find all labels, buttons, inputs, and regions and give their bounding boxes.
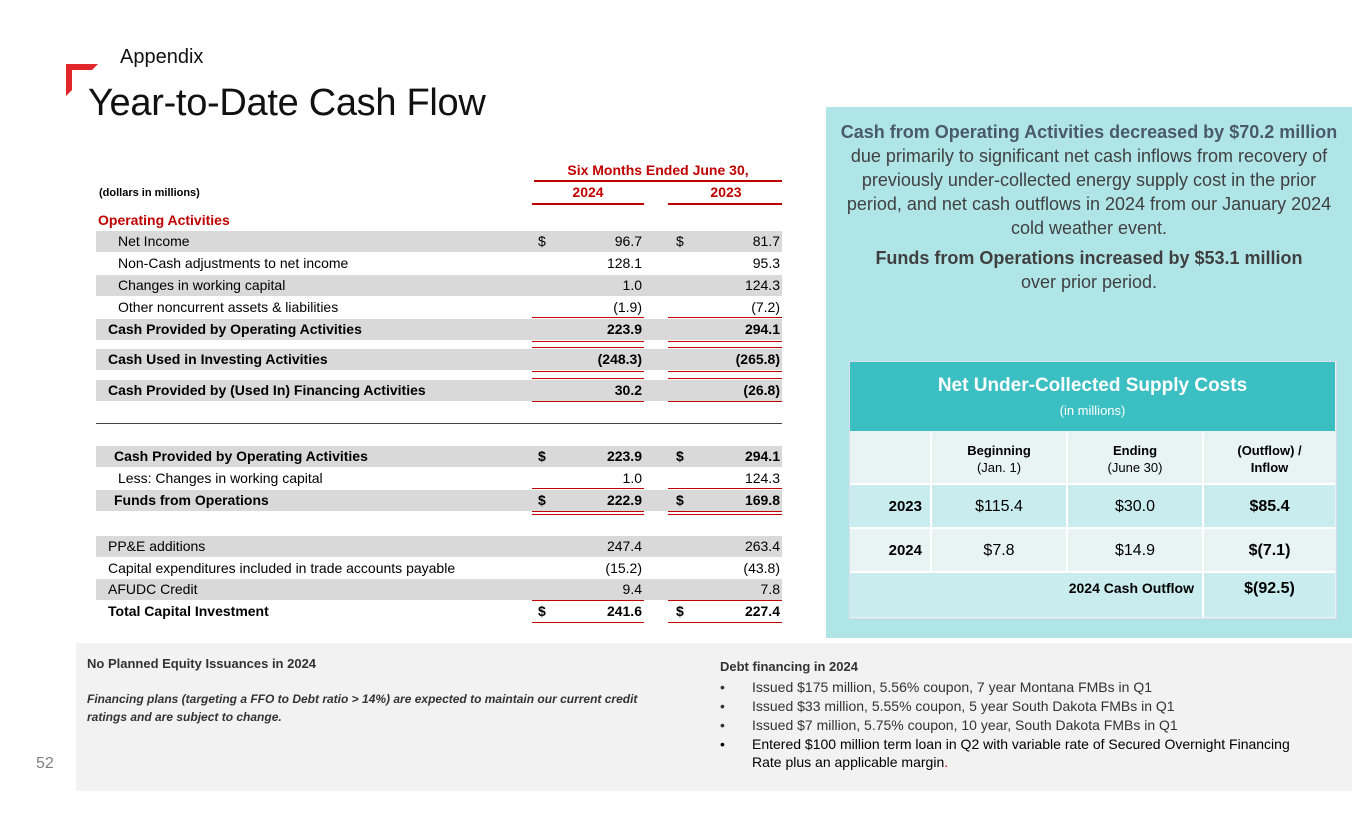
row-label: Total Capital Investment: [108, 603, 269, 619]
dollar-sign: $: [538, 603, 546, 619]
bullet-marker: •: [720, 717, 725, 733]
rule-line: [668, 341, 782, 342]
dollar-sign: $: [538, 492, 546, 508]
cell-ending-2023: [1068, 485, 1204, 529]
value-2024: 247.4: [606, 538, 642, 554]
value-2023: (265.8): [735, 351, 780, 367]
debt-heading: Debt financing in 2024: [720, 659, 858, 674]
rule-line: [668, 347, 782, 348]
bullet-text: Issued $33 million, 5.55% coupon, 5 year South Dakota FMBs in Q1: [752, 698, 1175, 714]
year-underline: [532, 203, 644, 205]
supply-cost-header: [850, 362, 1335, 431]
table-row: [96, 601, 782, 622]
table-row: [96, 536, 782, 557]
header-cell-empty: [850, 433, 932, 485]
value-2023: 227.4: [744, 603, 780, 619]
header-cell-beginning: [932, 433, 1068, 485]
value: $14.9: [1114, 542, 1156, 559]
rule-line: [532, 378, 644, 379]
period-underline: [534, 180, 782, 182]
value: $(7.1): [1248, 542, 1291, 559]
year-underline: [668, 203, 782, 205]
header-cell-ending: [1068, 433, 1204, 485]
cell-ending-2024: [1068, 529, 1204, 573]
supply-cost-title: Net Under-Collected Supply Costs: [937, 375, 1248, 396]
rule-line: [668, 511, 782, 512]
value-2024: 223.9: [606, 448, 642, 464]
table-row: [96, 558, 782, 579]
value-2023: 294.1: [744, 321, 780, 337]
value-2023: 124.3: [744, 277, 780, 293]
table-row: [96, 380, 782, 401]
value-2024: 9.4: [622, 581, 642, 597]
value-2023: 294.1: [744, 448, 780, 464]
value-2024: (15.2): [605, 560, 642, 576]
col-ending-sub: (June 30): [1107, 460, 1163, 475]
value: $7.8: [983, 542, 1015, 559]
year-label: 2023: [888, 498, 922, 515]
row-label: Non-Cash adjustments to net income: [118, 255, 349, 271]
value-2023: 124.3: [744, 470, 780, 486]
dollar-sign: $: [676, 603, 684, 619]
dollar-sign: $: [676, 233, 684, 249]
table-row: [96, 231, 782, 252]
equity-heading: No Planned Equity Issuances in 2024: [87, 656, 317, 671]
row-label: Other noncurrent assets & liabilities: [118, 299, 339, 315]
row-label: Capital expenditures included in trade accounts payable: [108, 560, 456, 576]
rule-line: [532, 341, 644, 342]
dollar-sign: $: [538, 233, 546, 249]
value-2024: (248.3): [597, 351, 642, 367]
bullet-period: .: [944, 754, 949, 770]
rule-line: [532, 511, 644, 512]
row-label: Net Income: [118, 233, 190, 249]
summary-highlight: Cash from Operating Activities decreased by $70.2 million: [840, 122, 1338, 142]
value-2024: 128.1: [606, 255, 642, 271]
value: $30.0: [1114, 498, 1156, 515]
dollar-sign: $: [676, 448, 684, 464]
table-row: [96, 349, 782, 370]
value-2024: 222.9: [606, 492, 642, 508]
col-beginning-sub: (Jan. 1): [976, 460, 1022, 475]
dollar-sign: $: [538, 448, 546, 464]
row-label: Cash Provided by (Used In) Financing Activities: [108, 382, 426, 398]
operating-summary: [838, 120, 1340, 240]
table-row: [96, 275, 782, 296]
rule-line: [668, 317, 782, 318]
row-year-2023: [850, 485, 932, 529]
rule-line: [532, 317, 644, 318]
table-row: [96, 579, 782, 600]
table-row: [96, 446, 782, 467]
row-year-2024: [850, 529, 932, 573]
bullet-text: Issued $175 million, 5.56% coupon, 7 year Montana FMBs in Q1: [752, 679, 1152, 695]
value-2024: 1.0: [622, 277, 642, 293]
cell-beginning-2023: [932, 485, 1068, 529]
funds-text: over prior period.: [1020, 272, 1158, 292]
section-label: Appendix: [120, 46, 204, 68]
value-2024: 30.2: [614, 382, 642, 398]
total-value: $(92.5): [1244, 580, 1295, 597]
value-2023: 95.3: [752, 255, 780, 271]
row-label: Funds from Operations: [114, 492, 269, 508]
rule-line: [668, 514, 782, 515]
col-beginning: Beginning: [967, 443, 1031, 458]
rule-line: [668, 401, 782, 402]
rule-line: [532, 401, 644, 402]
value-2023: 263.4: [744, 538, 780, 554]
value: $85.4: [1249, 498, 1290, 515]
rule-line: [668, 371, 782, 372]
bullet-marker: •: [720, 736, 725, 752]
cell-flow-2024: [1204, 529, 1335, 573]
row-label: Less: Changes in working capital: [118, 470, 323, 486]
col-flow-sub: Inflow: [1250, 460, 1289, 475]
rule-line: [532, 371, 644, 372]
table-row: [96, 253, 782, 274]
year-header-2024: 2024: [572, 184, 604, 200]
col-flow: (Outflow) /: [1237, 443, 1302, 458]
year-header-2023: 2023: [710, 184, 742, 200]
cell-beginning-2024: [932, 529, 1068, 573]
col-ending: Ending: [1112, 443, 1158, 458]
value-2023: (26.8): [743, 382, 780, 398]
value-2024: (1.9): [613, 299, 642, 315]
total-label: 2024 Cash Outflow: [1068, 580, 1194, 596]
bullet-marker: •: [720, 698, 725, 714]
value-2024: 241.6: [606, 603, 642, 619]
total-value-cell: [1204, 573, 1335, 617]
page-title: Year-to-Date Cash Flow: [88, 82, 486, 124]
value-2023: 81.7: [752, 233, 780, 249]
rule-line: [668, 622, 782, 623]
total-label-cell: [850, 573, 1204, 617]
table-row: [96, 490, 782, 511]
rule-line: [532, 488, 644, 489]
row-label: PP&E additions: [108, 538, 206, 554]
value-2023: 7.8: [760, 581, 780, 597]
bullet-text-body: Entered $100 million term loan in Q2 with variable rate of Secured Overnight Financing Rate plus an applicable margin: [752, 736, 1290, 770]
row-label: Cash Provided by Operating Activities: [114, 448, 368, 464]
value-2023: (7.2): [751, 299, 780, 315]
summary-text: due primarily to significant net cash inflows from recovery of previously under-collected energy supply cost in the prior period, and net cash outflows in 2024 from our January 2024 cold weather event.: [846, 146, 1332, 238]
value-2023: (43.8): [743, 560, 780, 576]
value-2024: 223.9: [606, 321, 642, 337]
value-2024: 96.7: [614, 233, 642, 249]
row-label: AFUDC Credit: [108, 581, 198, 597]
rule-line: [668, 488, 782, 489]
page-number: 52: [36, 755, 54, 772]
header-cell-flow: [1204, 433, 1335, 485]
value: $115.4: [975, 498, 1023, 515]
bullet-text: Issued $7 million, 5.75% coupon, 10 year, South Dakota FMBs in Q1: [752, 717, 1178, 733]
rule-line: [532, 347, 644, 348]
value-2024: 1.0: [622, 470, 642, 486]
year-label: 2024: [888, 542, 922, 559]
row-label: Cash Used in Investing Activities: [108, 351, 328, 367]
value-2023: 169.8: [744, 492, 780, 508]
period-header: Six Months Ended June 30,: [567, 162, 749, 178]
supply-cost-subtitle: (in millions): [1059, 403, 1126, 418]
bullet-text: [752, 735, 1292, 771]
cell-flow-2023: [1204, 485, 1335, 529]
funds-summary: [838, 246, 1340, 294]
bullet-marker: •: [720, 679, 725, 695]
section-divider: [96, 423, 782, 424]
rule-line: [532, 514, 644, 515]
operating-activities-heading: Operating Activities: [98, 212, 230, 228]
table-row: [96, 468, 782, 489]
dollar-sign: $: [676, 492, 684, 508]
table-row: [96, 297, 782, 318]
row-label: Changes in working capital: [118, 277, 286, 293]
rule-line: [532, 622, 644, 623]
funds-highlight: Funds from Operations increased by $53.1 million: [875, 248, 1303, 268]
row-label: Cash Provided by Operating Activities: [108, 321, 362, 337]
table-row: [96, 319, 782, 340]
equity-note: Financing plans (targeting a FFO to Debt ratio > 14%) are expected to maintain our current credit ratings and are subject to change.: [87, 692, 638, 724]
rule-line: [668, 378, 782, 379]
units-label: (dollars in millions): [99, 187, 200, 199]
